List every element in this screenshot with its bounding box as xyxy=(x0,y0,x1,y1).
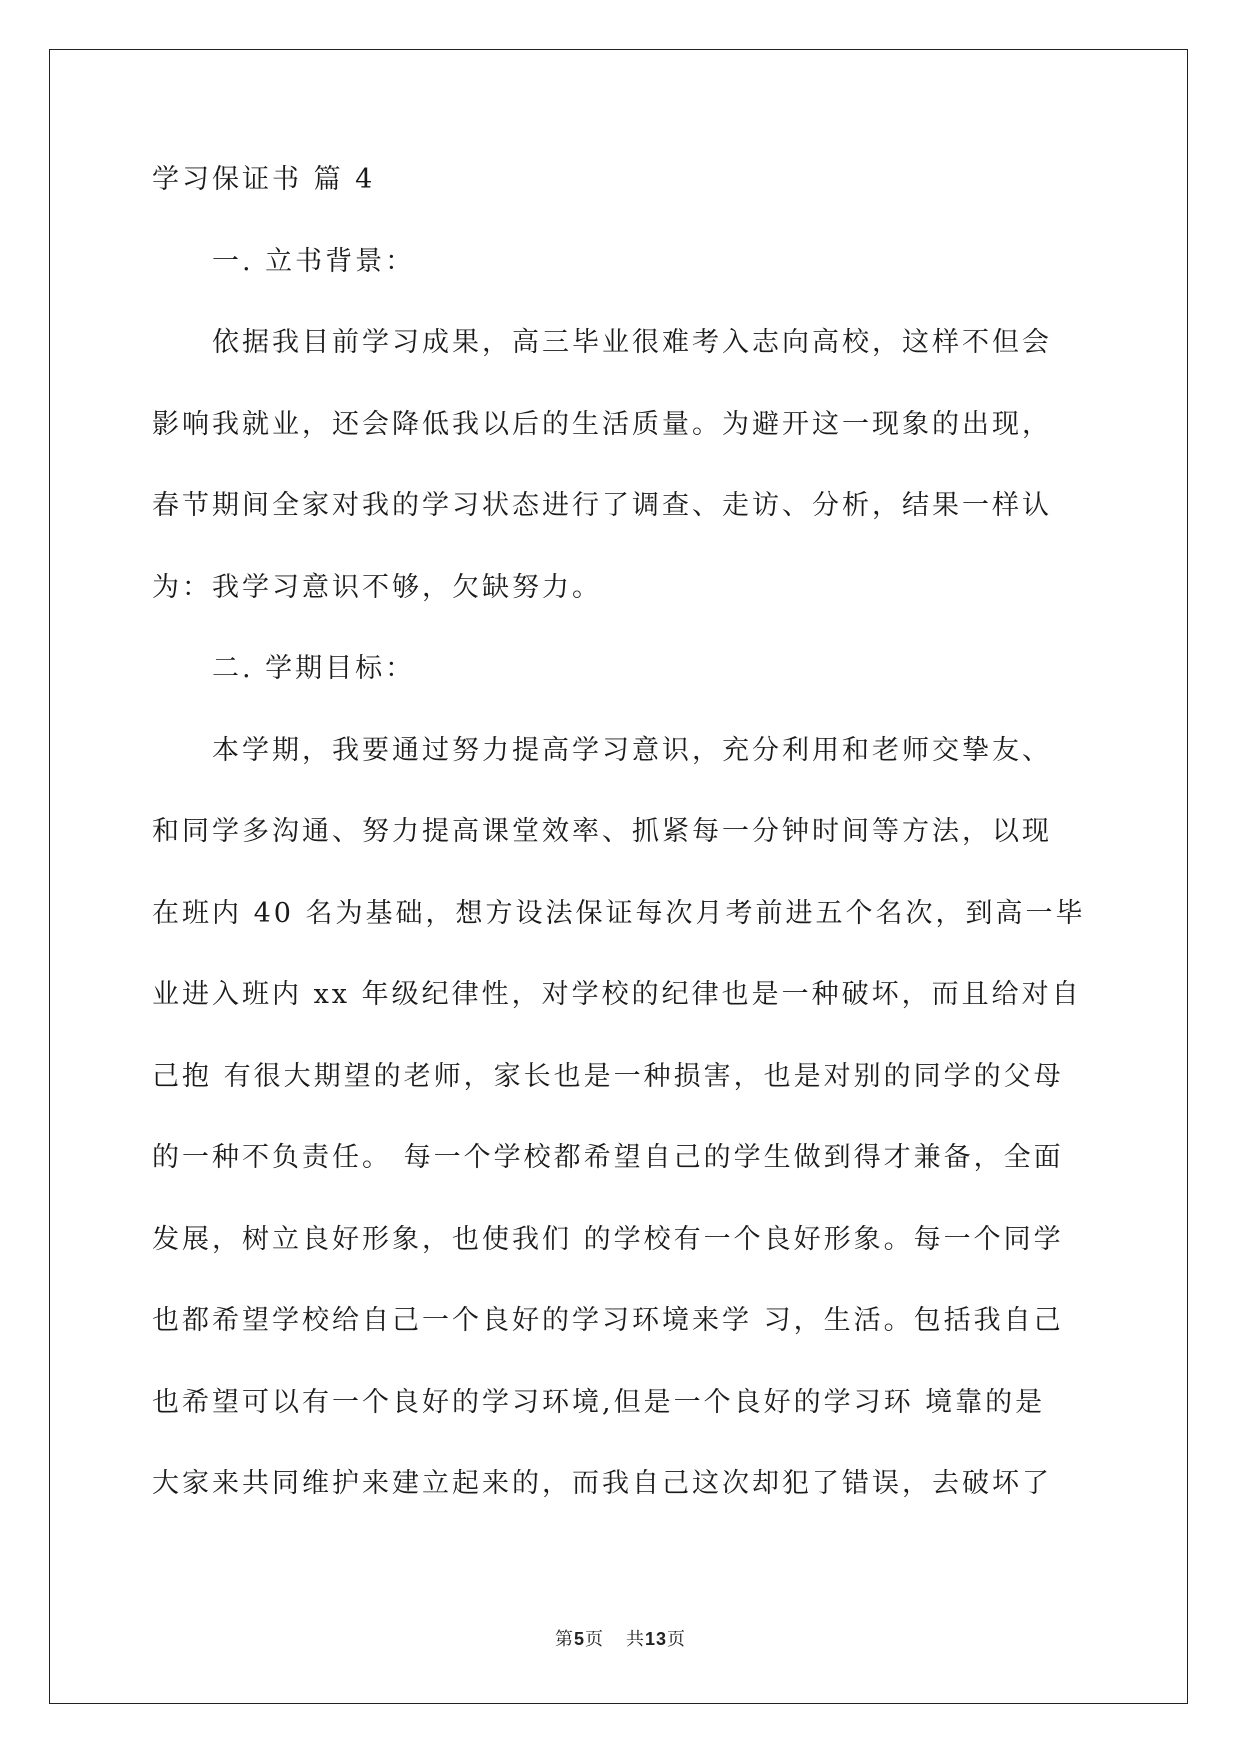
text-line: 为：我学习意识不够，欠缺努力。 xyxy=(152,571,602,603)
page-number: 5 xyxy=(573,1629,585,1649)
text-line: 和同学多沟通、努力提高课堂效率、抓紧每一分钟时间等方法，以现 xyxy=(152,816,1052,847)
total-suffix: 页 xyxy=(667,1629,687,1650)
text-line: 影响我就业，还会降低我以后的生活质量。为避开这一现象的出现， xyxy=(152,408,1052,440)
text-line: 的一种不负责任。 每一个学校都希望自己的学生做到得才兼备，全面 xyxy=(152,1142,1064,1173)
text-line: 业进入班内 xx 年级纪律性，对学校的纪律也是一种破坏，而且给对自 xyxy=(152,979,1082,1010)
total-prefix: 共 xyxy=(625,1629,645,1650)
page-prefix: 第 xyxy=(554,1629,574,1650)
text-line: 大家来共同维护来建立起来的，而我自己这次却犯了错误，去破坏了 xyxy=(152,1468,1052,1499)
text-line: 依据我目前学习成果，高三毕业很难考入志向高校，这样不但会 xyxy=(212,327,1052,358)
text-line: 己抱 有很大期望的老师，家长也是一种损害，也是对别的同学的父母 xyxy=(152,1060,1064,1092)
text-line: 一. 立书背景： xyxy=(212,245,416,277)
page-suffix: 页 xyxy=(584,1629,604,1650)
text-line: 二. 学期目标： xyxy=(212,653,416,684)
total-pages: 13 xyxy=(644,1629,668,1649)
text-line: 学习保证书 篇 4 xyxy=(152,164,376,195)
text-line: 也都希望学校给自己一个良好的学习环境来学 习，生活。包括我自己 xyxy=(152,1305,1064,1336)
document-body xyxy=(152,160,1100,1546)
text-line: 春节期间全家对我的学习状态进行了调查、走访、分析，结果一样认 xyxy=(152,490,1052,521)
text-line: 发展，树立良好形象，也使我们 的学校有一个良好形象。每一个同学 xyxy=(152,1223,1064,1255)
page-footer xyxy=(0,1625,1241,1651)
text-line: 本学期，我要通过努力提高学习意识，充分利用和老师交挚友、 xyxy=(212,734,1052,766)
text-line: 也希望可以有一个良好的学习环境,但是一个良好的学习环 境靠的是 xyxy=(152,1386,1046,1418)
text-line: 在班内 40 名为基础，想方设法保证每次月考前进五个名次，到高一毕 xyxy=(152,897,1086,929)
